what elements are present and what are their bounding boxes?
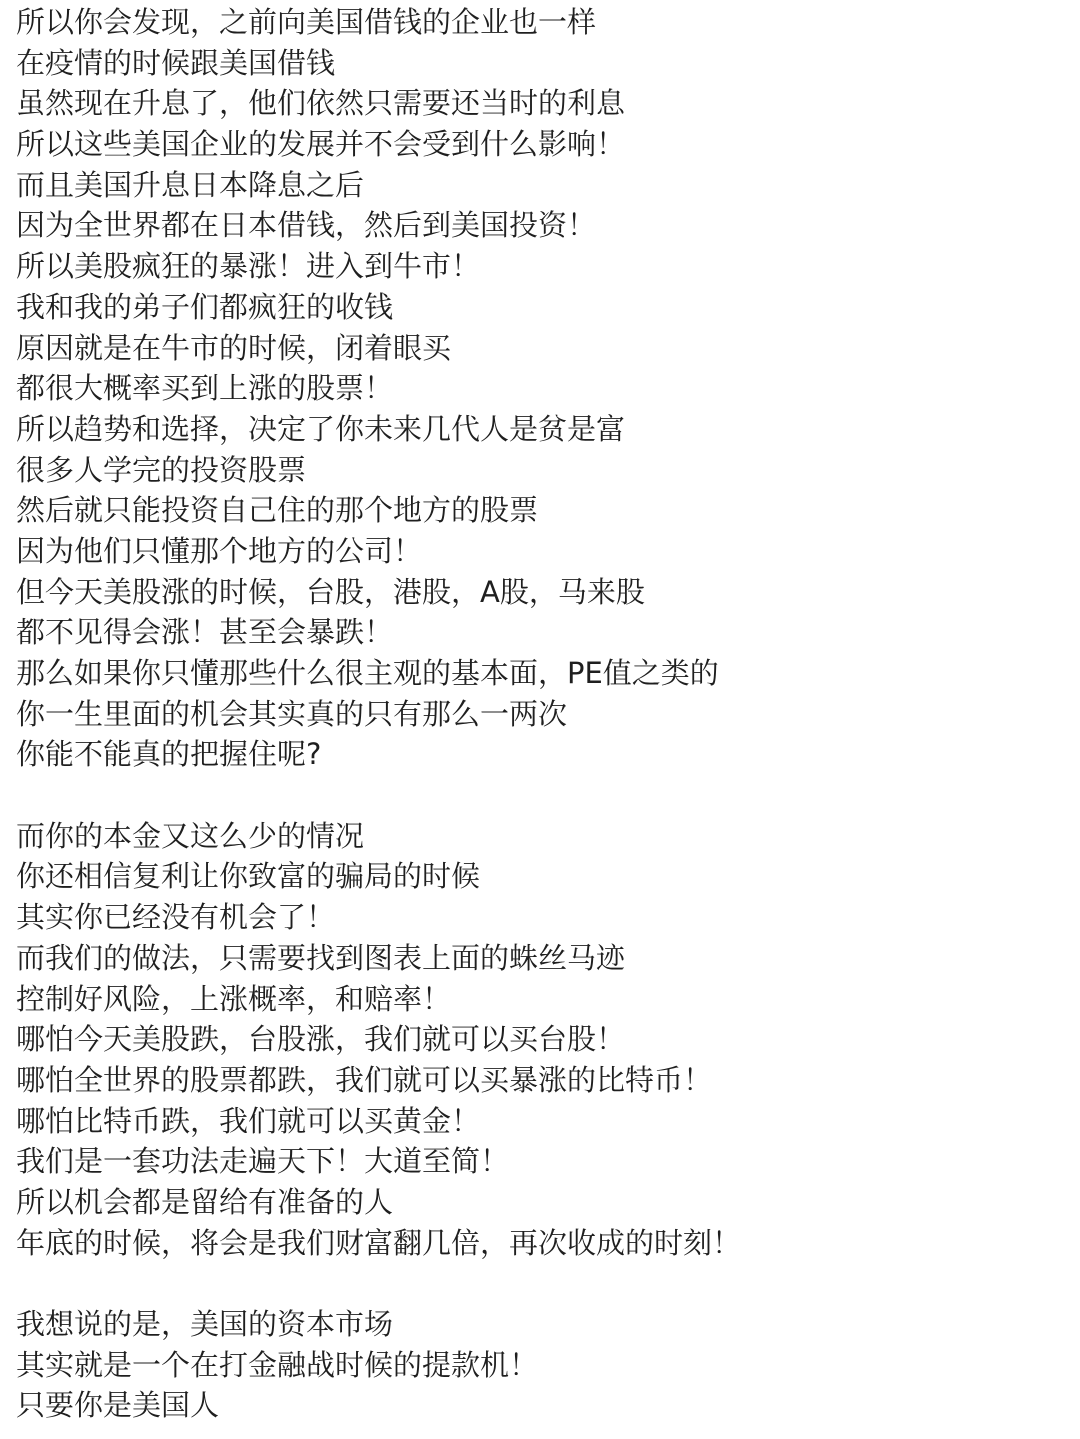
text-line: 虽然现在升息了，他们依然只需要还当时的利息 — [16, 86, 626, 121]
article-text — [16, 2, 1066, 1426]
text-line: 所以机会都是留给有准备的人 — [16, 1184, 394, 1219]
text-line: 因为全世界都在日本借钱，然后到美国投资！ — [16, 208, 597, 243]
text-line: 所以美股疯狂的暴涨！进入到牛市！ — [16, 249, 481, 284]
text-line: 其实就是一个在打金融战时候的提款机！ — [16, 1347, 539, 1382]
paragraph — [16, 816, 1066, 1264]
text-line: 我和我的弟子们都疯狂的收钱 — [16, 289, 394, 324]
text-line: 哪怕比特币跌，我们就可以买黄金！ — [16, 1103, 481, 1138]
text-line: 所以这些美国企业的发展并不会受到什么影响！ — [16, 127, 626, 162]
paragraph-gap — [16, 1263, 1066, 1304]
text-line: 那么如果你只懂那些什么很主观的基本面，PE值之类的 — [16, 656, 719, 690]
text-line: 而且美国升息日本降息之后 — [16, 167, 365, 202]
text-line: 很多人学完的投资股票 — [16, 452, 307, 487]
text-line: 但今天美股涨的时候，台股，港股，A股，马来股 — [16, 574, 645, 609]
paragraph — [16, 2, 1066, 775]
text-line: 年底的时候，将会是我们财富翻几倍，再次收成的时刻！ — [16, 1225, 742, 1260]
text-line: 在疫情的时候跟美国借钱 — [16, 45, 336, 80]
text-line: 因为他们只懂那个地方的公司！ — [16, 533, 423, 568]
text-line: 你一生里面的机会其实真的只有那么一两次 — [16, 696, 568, 731]
text-line: 而你的本金又这么少的情况 — [16, 818, 365, 853]
text-line: 你能不能真的把握住呢? — [16, 737, 322, 772]
text-line: 只要你是美国人 — [16, 1388, 220, 1423]
text-line: 我想说的是，美国的资本市场 — [16, 1307, 394, 1341]
text-line: 控制好风险，上涨概率，和赔率！ — [16, 981, 452, 1016]
text-line: 都很大概率买到上涨的股票！ — [16, 371, 394, 406]
paragraph — [16, 1304, 1066, 1426]
text-line: 所以趋势和选择，决定了你未来几代人是贫是富 — [16, 411, 626, 446]
text-line: 所以你会发现，之前向美国借钱的企业也一样 — [16, 5, 597, 39]
text-line: 哪怕今天美股跌，台股涨，我们就可以买台股！ — [16, 1022, 626, 1057]
text-line: 都不见得会涨！甚至会暴跌！ — [16, 615, 394, 650]
text-line: 然后就只能投资自己住的那个地方的股票 — [16, 493, 539, 528]
text-line: 而我们的做法，只需要找到图表上面的蛛丝马迹 — [16, 940, 626, 975]
text-line: 我们是一套功法走遍天下！大道至简！ — [16, 1144, 510, 1179]
paragraph-gap — [16, 775, 1066, 816]
text-line: 其实你已经没有机会了！ — [16, 900, 336, 935]
text-line: 原因就是在牛市的时候，闭着眼买 — [16, 330, 452, 365]
text-line: 你还相信复利让你致富的骗局的时候 — [16, 859, 481, 894]
text-line: 哪怕全世界的股票都跌，我们就可以买暴涨的比特币！ — [16, 1062, 713, 1097]
